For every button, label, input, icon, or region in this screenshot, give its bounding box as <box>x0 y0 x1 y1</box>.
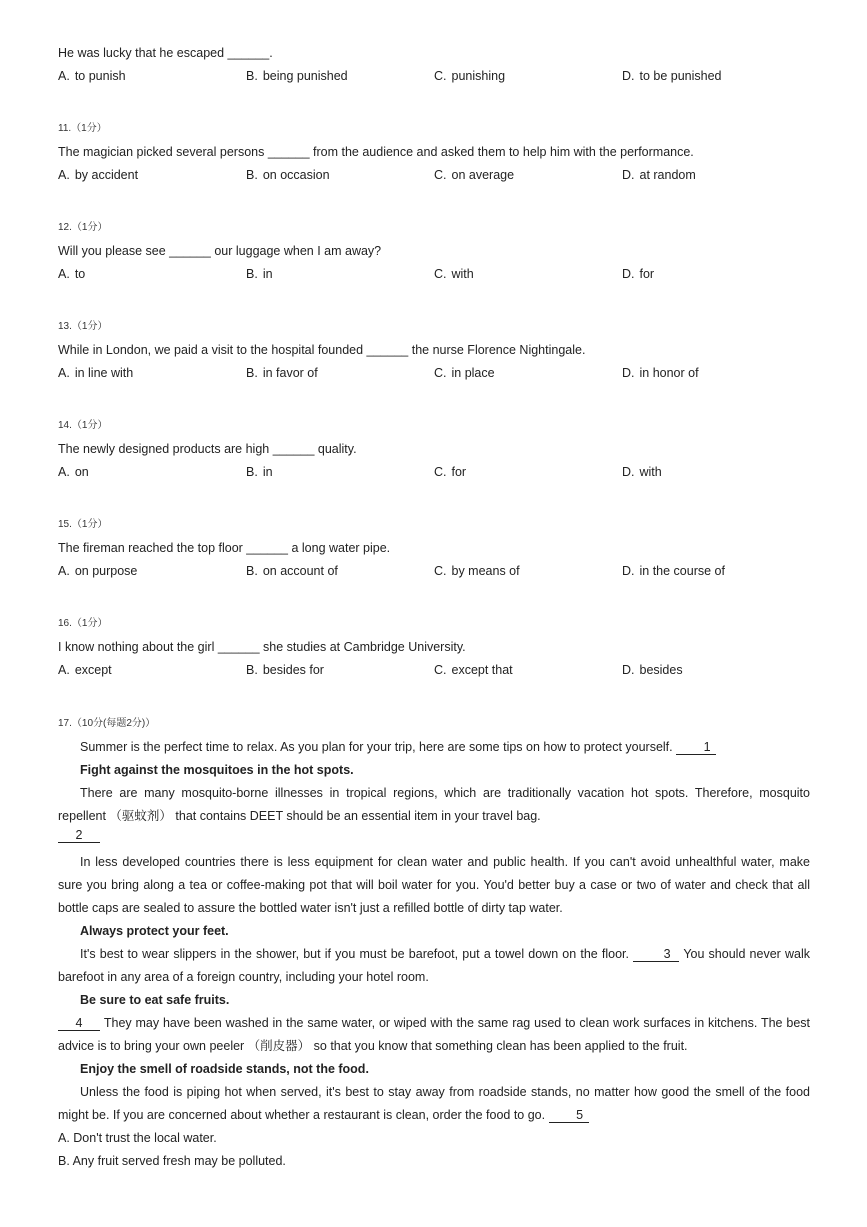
question-14-stem: The newly designed products are high ______ quality. <box>58 442 357 456</box>
blank-5[interactable]: 5 <box>549 1109 589 1123</box>
question-11-stem: The magician picked several persons ______ from the audience and asked them to help him with the performance. <box>58 145 694 159</box>
option-b: B. on account of <box>246 564 338 578</box>
passage-fruits: 4 They may have been washed in the same water, or wiped with the same rag used to clean work surfaces in kitchens. The best advice is to bring your own peeler （削皮器） so that you know that something clean has been applied to the fruit. <box>58 1016 810 1053</box>
question-16-options <box>58 663 818 679</box>
option-a: A. in line with <box>58 366 134 380</box>
question-14-options <box>58 465 818 481</box>
question-12-stem: Will you please see ______ our luggage when I am away? <box>58 244 382 258</box>
option-a: A. to <box>58 267 86 281</box>
option-c: C. except that <box>434 663 513 677</box>
option-a: A. by accident <box>58 168 139 182</box>
option-c: C. punishing <box>434 69 506 83</box>
option-c: C. on average <box>434 168 515 182</box>
question-13-options <box>58 366 818 382</box>
option-d: D. with <box>622 465 662 479</box>
blank-2[interactable]: 2 <box>58 829 100 843</box>
choice-b: B. Any fruit served fresh may be polluted. <box>58 1154 286 1168</box>
option-d: D. in the course of <box>622 564 725 578</box>
question-15-options <box>58 564 818 580</box>
passage-roadside: Unless the food is piping hot when served, it's best to stay away from roadside stands, no matter how good the smell of the food might be. If you are concerned about whether a restaurant is clean, order the food to go. 5 <box>58 1085 810 1122</box>
question-14-number: 14.（1分） <box>58 420 108 431</box>
option-d: D. for <box>622 267 655 281</box>
option-d: D. at random <box>622 168 696 182</box>
option-a: A. to punish <box>58 69 126 83</box>
choice-a: A. Don't trust the local water. <box>58 1131 217 1145</box>
question-12-number: 12.（1分） <box>58 222 108 233</box>
option-b: B. being punished <box>246 69 348 83</box>
blank-2-line <box>58 828 100 843</box>
option-c: C. by means of <box>434 564 520 578</box>
option-c: C. with <box>434 267 474 281</box>
passage-feet: It's best to wear slippers in the shower, but if you must be barefoot, put a towel down on the floor. 3 You should never walk barefoot in any area of a foreign country, including your hotel room. <box>58 947 810 984</box>
heading-feet: Always protect your feet. <box>80 924 229 938</box>
option-a: A. except <box>58 663 112 677</box>
passage-water: In less developed countries there is less equipment for clean water and public health. If you can't avoid unhealthful water, make sure you bring along a tea or coffee-making pot that will boil water for you. You'd better buy a case or two of water and check that all bottle caps are sealed to assure the bottled water isn't just a refilled bottle of dirty tap water. <box>58 855 810 915</box>
question-12-options <box>58 267 818 283</box>
option-b: B. in <box>246 465 273 479</box>
option-b: B. in favor of <box>246 366 318 380</box>
question-17-number: 17.（10分(每题2分)） <box>58 718 156 729</box>
question-13-number: 13.（1分） <box>58 321 108 332</box>
option-b: B. on occasion <box>246 168 330 182</box>
heading-roadside: Enjoy the smell of roadside stands, not the food. <box>80 1062 369 1076</box>
question-11-options <box>58 168 818 184</box>
passage-intro: Summer is the perfect time to relax. As you plan for your trip, here are some tips on how to protect yourself. 1 <box>58 736 810 759</box>
question-16-number: 16.（1分） <box>58 618 108 629</box>
option-d: D. in honor of <box>622 366 699 380</box>
question-10-options <box>58 69 818 85</box>
option-d: D. besides <box>622 663 683 677</box>
passage-mosquitoes: There are many mosquito-borne illnesses in tropical regions, which are traditionally vacation hot spots. Therefore, mosquito repellent （驱蚊剂） that contains DEET should be an essential item in your travel bag. <box>58 786 810 823</box>
blank-1[interactable]: 1 <box>676 741 716 755</box>
question-15-stem: The fireman reached the top floor ______ a long water pipe. <box>58 541 391 555</box>
option-b: B. besides for <box>246 663 324 677</box>
option-a: A. on <box>58 465 89 479</box>
question-13-stem: While in London, we paid a visit to the hospital founded ______ the nurse Florence Nightingale. <box>58 343 586 357</box>
option-c: C. in place <box>434 366 495 380</box>
blank-4[interactable]: 4 <box>58 1017 100 1031</box>
blank-3[interactable]: 3 <box>633 948 679 962</box>
option-d: D. to be punished <box>622 69 722 83</box>
question-10-stem: He was lucky that he escaped ______. <box>58 46 273 60</box>
heading-fruits: Be sure to eat safe fruits. <box>80 993 230 1007</box>
option-b: B. in <box>246 267 273 281</box>
heading-mosquitoes: Fight against the mosquitoes in the hot spots. <box>80 763 354 777</box>
option-c: C. for <box>434 465 467 479</box>
option-a: A. on purpose <box>58 564 138 578</box>
question-11-number: 11.（1分） <box>58 123 107 134</box>
question-16-stem: I know nothing about the girl ______ she studies at Cambridge University. <box>58 640 466 654</box>
question-15-number: 15.（1分） <box>58 519 108 530</box>
